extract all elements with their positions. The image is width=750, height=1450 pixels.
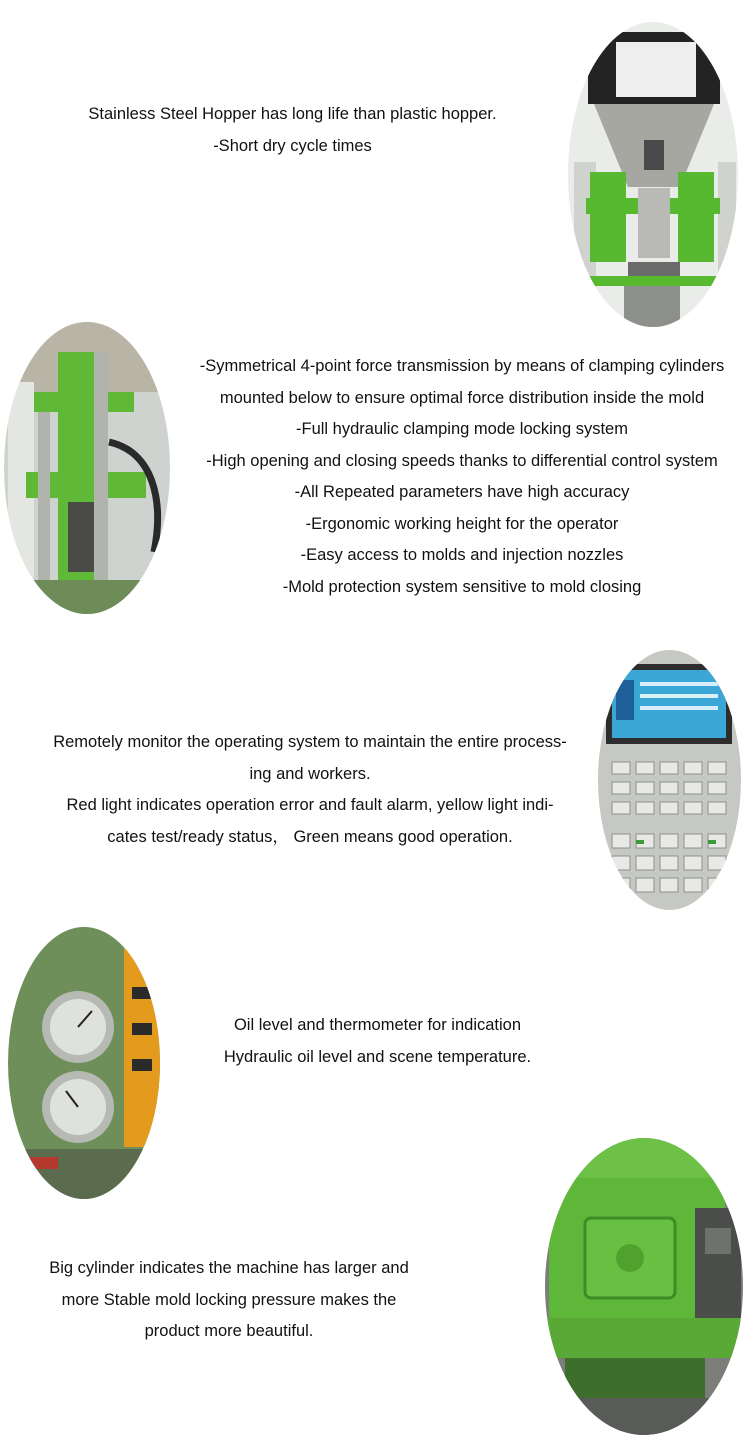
oil-gauge-photo xyxy=(8,927,160,1199)
feature-text-controller xyxy=(20,727,600,853)
feature-line: -Ergonomic working height for the operator xyxy=(305,514,619,533)
feature-line: Red light indicates operation error and fault alarm, yellow light indi- xyxy=(66,796,554,814)
feature-text-cylinder xyxy=(20,1253,438,1348)
feature-line: mounted below to ensure optimal force distribution inside the mold xyxy=(219,388,705,407)
feature-line: more Stable mold locking pressure makes the xyxy=(61,1290,397,1309)
feature-text-clamping xyxy=(172,351,750,603)
feature-line: -Symmetrical 4-point force transmission by means of clamping cylinders xyxy=(199,357,725,375)
feature-line: -Mold protection system sensitive to mold closing xyxy=(282,577,642,596)
feature-line: -Easy access to molds and injection nozzles xyxy=(300,546,624,564)
feature-line: -Full hydraulic clamping mode locking system xyxy=(296,420,628,438)
control-panel-photo xyxy=(598,650,741,910)
feature-line: cates test/ready status， Green means good operation. xyxy=(107,827,513,846)
feature-line: Remotely monitor the operating system to maintain the entire process- xyxy=(53,733,567,751)
feature-line: -All Repeated parameters have high accuracy xyxy=(294,483,630,501)
feature-line: product more beautiful. xyxy=(144,1322,314,1340)
feature-line: Hydraulic oil level and scene temperature. xyxy=(223,1047,532,1066)
clamping-unit-photo xyxy=(4,322,170,614)
feature-line: ing and workers. xyxy=(249,764,371,783)
hopper-photo xyxy=(568,22,738,327)
cylinder-motor-photo xyxy=(545,1138,743,1435)
feature-line: Oil level and thermometer for indication xyxy=(233,1016,522,1034)
feature-line: -Short dry cycle times xyxy=(213,136,372,155)
feature-text-gauges xyxy=(180,1010,575,1073)
feature-line: Stainless Steel Hopper has long life than plastic hopper. xyxy=(88,105,497,123)
feature-line: -High opening and closing speeds thanks to differential control system xyxy=(206,451,718,470)
feature-text-hopper xyxy=(40,99,545,162)
feature-line: Big cylinder indicates the machine has larger and xyxy=(49,1259,409,1277)
